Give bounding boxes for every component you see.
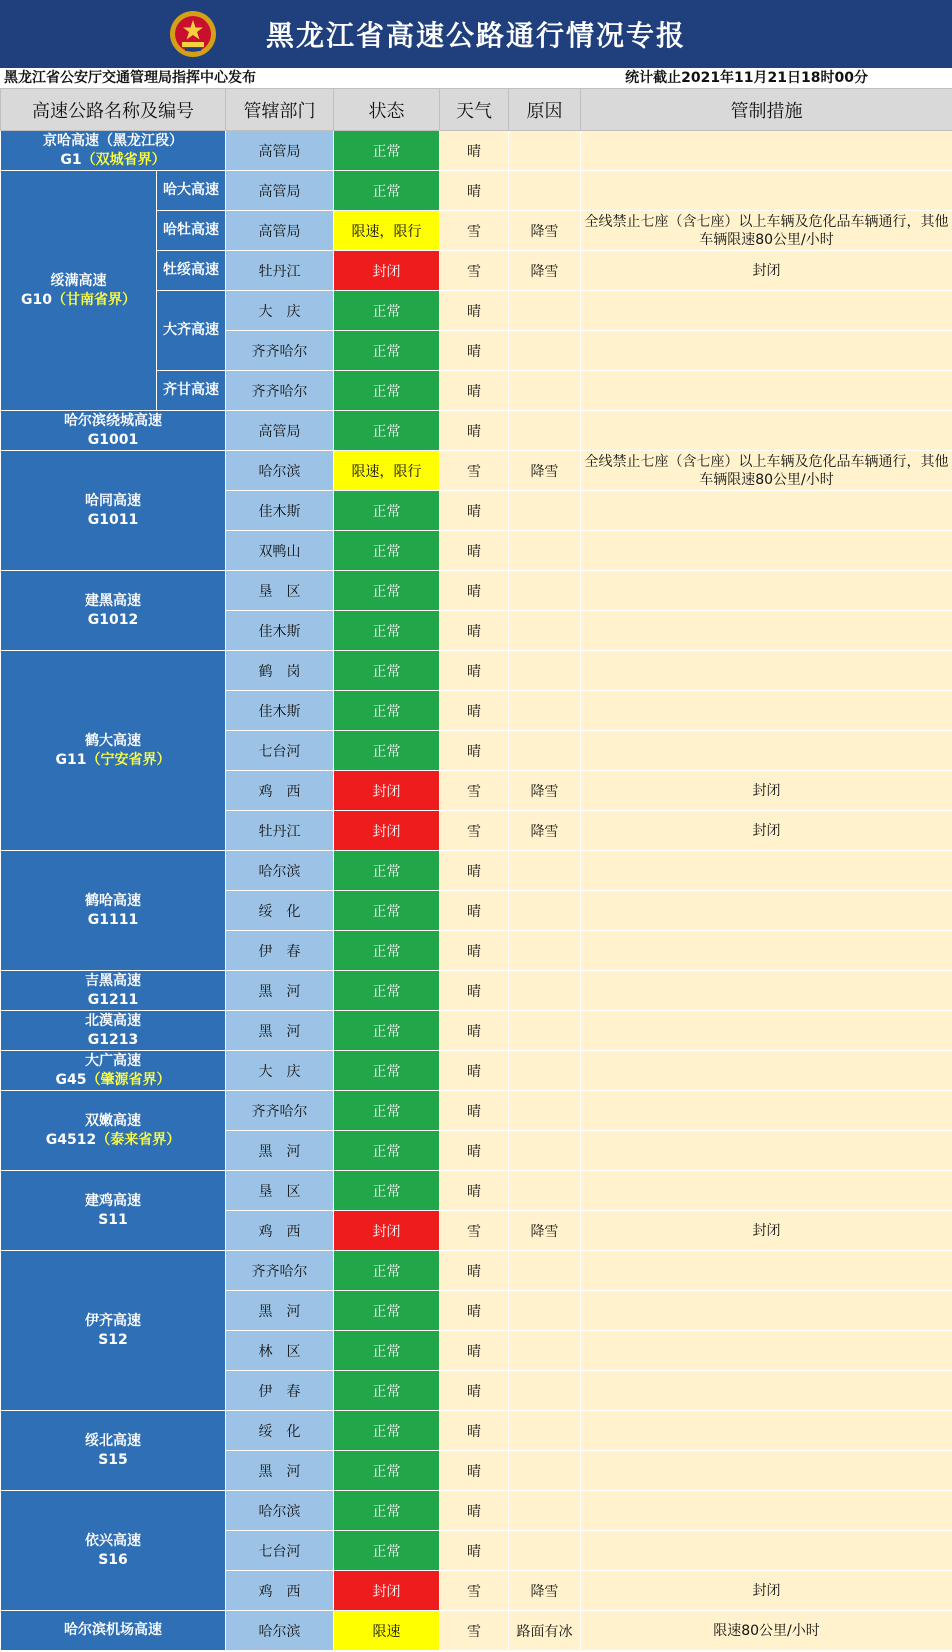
measure-cell	[581, 611, 952, 651]
table-row	[1, 851, 952, 891]
reason-cell	[509, 1011, 581, 1051]
measure-cell	[581, 851, 952, 891]
status-cell: 封闭	[334, 1211, 440, 1251]
weather-cell: 晴	[440, 411, 509, 451]
road-name-cell	[1, 1171, 226, 1251]
reason-cell: 降雪	[509, 1211, 581, 1251]
road-code-line	[1, 611, 225, 630]
road-code-line	[1, 751, 225, 770]
weather-cell: 晴	[440, 1411, 509, 1451]
weather-cell: 晴	[440, 1051, 509, 1091]
status-cell: 封闭	[334, 1571, 440, 1611]
road-name-cell	[1, 651, 226, 851]
weather-cell: 晴	[440, 731, 509, 771]
dept-cell: 高管局	[226, 131, 334, 171]
status-cell: 封闭	[334, 771, 440, 811]
reason-cell	[509, 1491, 581, 1531]
dept-cell: 齐齐哈尔	[226, 371, 334, 411]
status-cell: 正常	[334, 1291, 440, 1331]
weather-cell: 晴	[440, 891, 509, 931]
road-name: 北漠高速	[85, 1012, 141, 1029]
reason-cell	[509, 1171, 581, 1211]
road-name: 建鸡高速	[85, 1192, 141, 1209]
dept-cell: 林 区	[226, 1331, 334, 1371]
measure-cell	[581, 1291, 952, 1331]
table-row	[1, 411, 952, 451]
reason-cell: 降雪	[509, 811, 581, 851]
dept-cell: 垦 区	[226, 571, 334, 611]
reason-cell	[509, 1051, 581, 1091]
police-emblem-icon	[168, 9, 218, 59]
status-cell: 正常	[334, 931, 440, 971]
segment-name-cell: 哈大高速	[157, 171, 226, 211]
measure-cell	[581, 731, 952, 771]
measure-cell	[581, 411, 952, 451]
dept-cell: 哈尔滨	[226, 1611, 334, 1651]
measure-cell	[581, 1451, 952, 1491]
status-cell: 正常	[334, 651, 440, 691]
road-name: 双嫩高速	[85, 1112, 141, 1129]
road-code: G1001	[87, 431, 139, 448]
reason-cell	[509, 1331, 581, 1371]
dept-cell: 绥 化	[226, 891, 334, 931]
table-row	[1, 1091, 952, 1131]
weather-cell: 晴	[440, 1531, 509, 1571]
measure-cell	[581, 1131, 952, 1171]
status-cell: 正常	[334, 1051, 440, 1091]
road-name-cell	[1, 1611, 226, 1651]
dept-cell: 鸡 西	[226, 1211, 334, 1251]
road-name: 鹤哈高速	[85, 892, 141, 909]
col-header-reason: 原因	[509, 89, 581, 131]
weather-cell: 晴	[440, 1011, 509, 1051]
status-cell: 正常	[334, 1091, 440, 1131]
table-row	[1, 1611, 952, 1651]
road-code-line	[1, 1331, 225, 1350]
weather-cell: 雪	[440, 771, 509, 811]
measure-cell	[581, 1251, 952, 1291]
measure-cell: 封闭	[581, 771, 952, 811]
measure-cell	[581, 1491, 952, 1531]
dept-cell: 齐齐哈尔	[226, 1091, 334, 1131]
reason-cell	[509, 1131, 581, 1171]
table-row	[1, 131, 952, 171]
status-cell: 正常	[334, 611, 440, 651]
measure-cell	[581, 971, 952, 1011]
reason-cell	[509, 1451, 581, 1491]
weather-cell: 晴	[440, 1451, 509, 1491]
weather-cell: 晴	[440, 331, 509, 371]
road-code: G1211	[87, 991, 139, 1008]
reason-cell	[509, 971, 581, 1011]
road-name-cell	[1, 451, 226, 571]
status-cell: 正常	[334, 731, 440, 771]
weather-cell: 晴	[440, 171, 509, 211]
col-header-dept: 管辖部门	[226, 89, 334, 131]
road-code: S11	[98, 1211, 128, 1228]
reason-cell	[509, 1091, 581, 1131]
dept-cell: 齐齐哈尔	[226, 1251, 334, 1291]
dept-cell: 黑 河	[226, 1451, 334, 1491]
sub-header	[0, 68, 952, 88]
dept-cell: 七台河	[226, 731, 334, 771]
reason-cell	[509, 571, 581, 611]
reason-cell: 路面有冰	[509, 1611, 581, 1651]
reason-cell	[509, 1531, 581, 1571]
road-boundary-note: （肇源省界）	[86, 1071, 171, 1088]
road-name-cell	[1, 171, 157, 411]
weather-cell: 晴	[440, 611, 509, 651]
reason-cell	[509, 651, 581, 691]
road-code: G1	[60, 151, 82, 168]
weather-cell: 雪	[440, 811, 509, 851]
road-code-line	[1, 511, 225, 530]
weather-cell: 晴	[440, 1491, 509, 1531]
reason-cell	[509, 331, 581, 371]
road-code-line	[1, 151, 225, 170]
road-code: S12	[98, 1331, 128, 1348]
measure-cell	[581, 691, 952, 731]
road-name-cell	[1, 1411, 226, 1491]
weather-cell: 晴	[440, 1171, 509, 1211]
status-cell: 正常	[334, 571, 440, 611]
table-row	[1, 571, 952, 611]
measure-cell	[581, 651, 952, 691]
status-cell: 正常	[334, 1371, 440, 1411]
segment-name-cell: 齐甘高速	[157, 371, 226, 411]
status-cell: 正常	[334, 1451, 440, 1491]
status-cell: 正常	[334, 971, 440, 1011]
dept-cell: 垦 区	[226, 1171, 334, 1211]
reason-cell	[509, 131, 581, 171]
weather-cell: 雪	[440, 1211, 509, 1251]
road-name: 绥北高速	[85, 1432, 141, 1449]
weather-cell: 晴	[440, 691, 509, 731]
road-name-cell	[1, 1011, 226, 1051]
dept-cell: 佳木斯	[226, 611, 334, 651]
status-cell: 正常	[334, 1131, 440, 1171]
road-code-line	[1, 431, 225, 450]
reason-cell: 降雪	[509, 251, 581, 291]
dept-cell: 高管局	[226, 171, 334, 211]
status-cell: 正常	[334, 171, 440, 211]
page-title: 黑龙江省高速公路通行情况专报	[265, 19, 686, 52]
weather-cell: 晴	[440, 651, 509, 691]
weather-cell: 雪	[440, 211, 509, 251]
road-code-line	[1, 1451, 225, 1470]
measure-cell	[581, 491, 952, 531]
status-cell: 正常	[334, 1011, 440, 1051]
col-header-measure: 管制措施	[581, 89, 952, 131]
table-body	[1, 131, 952, 1651]
dept-cell: 黑 河	[226, 1131, 334, 1171]
table-row	[1, 1171, 952, 1211]
road-boundary-note: （宁安省界）	[86, 751, 171, 768]
title-bar	[0, 0, 952, 68]
measure-cell: 限速80公里/小时	[581, 1611, 952, 1651]
measure-cell: 封闭	[581, 1571, 952, 1611]
road-code: G1111	[87, 911, 139, 928]
road-name: 京哈高速（黑龙江段）	[43, 132, 183, 149]
dept-cell: 黑 河	[226, 1291, 334, 1331]
status-cell: 正常	[334, 891, 440, 931]
road-code-line	[1, 1031, 225, 1050]
status-cell: 正常	[334, 371, 440, 411]
reason-cell	[509, 1411, 581, 1451]
status-cell: 封闭	[334, 811, 440, 851]
status-cell: 正常	[334, 851, 440, 891]
road-code-line	[1, 1551, 225, 1570]
status-cell: 正常	[334, 1531, 440, 1571]
status-cell: 正常	[334, 691, 440, 731]
weather-cell: 雪	[440, 1611, 509, 1651]
reason-cell	[509, 171, 581, 211]
reason-cell	[509, 611, 581, 651]
measure-cell	[581, 1171, 952, 1211]
dept-cell: 牡丹江	[226, 811, 334, 851]
road-code: G1012	[87, 611, 139, 628]
traffic-table	[0, 88, 952, 1651]
reason-cell: 降雪	[509, 771, 581, 811]
weather-cell: 晴	[440, 1331, 509, 1371]
status-cell: 正常	[334, 1491, 440, 1531]
road-name: 伊齐高速	[85, 1312, 141, 1329]
road-name-cell	[1, 411, 226, 451]
status-cell: 正常	[334, 331, 440, 371]
status-cell: 正常	[334, 531, 440, 571]
col-header-weather: 天气	[440, 89, 509, 131]
road-code: G4512	[45, 1131, 97, 1148]
road-code: S15	[98, 1451, 128, 1468]
measure-cell	[581, 171, 952, 211]
reason-cell	[509, 1291, 581, 1331]
weather-cell: 雪	[440, 251, 509, 291]
reason-cell: 降雪	[509, 451, 581, 491]
road-name-cell	[1, 971, 226, 1011]
reason-cell	[509, 891, 581, 931]
road-name-cell	[1, 1091, 226, 1171]
status-cell: 正常	[334, 1251, 440, 1291]
weather-cell: 晴	[440, 571, 509, 611]
road-name: 绥满高速	[50, 272, 107, 289]
segment-name-cell: 哈牡高速	[157, 211, 226, 251]
weather-cell: 雪	[440, 451, 509, 491]
table-row	[1, 1411, 952, 1451]
dept-cell: 牡丹江	[226, 251, 334, 291]
segment-name-cell: 大齐高速	[157, 291, 226, 371]
status-cell: 正常	[334, 411, 440, 451]
dept-cell: 鹤 岗	[226, 651, 334, 691]
table-row	[1, 1251, 952, 1291]
road-name: 大广高速	[85, 1052, 141, 1069]
table-row	[1, 171, 952, 211]
weather-cell: 晴	[440, 131, 509, 171]
road-code-line	[1, 1131, 225, 1150]
weather-cell: 晴	[440, 971, 509, 1011]
road-code: S16	[98, 1551, 128, 1568]
table-header-row	[1, 89, 952, 131]
measure-cell: 封闭	[581, 811, 952, 851]
road-name-cell	[1, 571, 226, 651]
weather-cell: 晴	[440, 1371, 509, 1411]
measure-cell	[581, 1331, 952, 1371]
dept-cell: 伊 春	[226, 1371, 334, 1411]
dept-cell: 大 庆	[226, 291, 334, 331]
dept-cell: 佳木斯	[226, 691, 334, 731]
road-boundary-note: （泰来省界）	[96, 1131, 181, 1148]
road-code-line	[1, 1071, 225, 1090]
road-name-cell	[1, 851, 226, 971]
dept-cell: 佳木斯	[226, 491, 334, 531]
table-row	[1, 1051, 952, 1091]
measure-cell: 封闭	[581, 1211, 952, 1251]
dept-cell: 哈尔滨	[226, 1491, 334, 1531]
reason-cell	[509, 531, 581, 571]
measure-cell	[581, 1411, 952, 1451]
weather-cell: 晴	[440, 1131, 509, 1171]
road-code-line	[1, 291, 156, 310]
road-code: G11	[55, 751, 87, 768]
dept-cell: 鸡 西	[226, 1571, 334, 1611]
weather-cell: 晴	[440, 931, 509, 971]
reason-cell	[509, 371, 581, 411]
road-code: G1213	[87, 1031, 139, 1048]
status-cell: 正常	[334, 491, 440, 531]
road-code-line	[1, 1211, 225, 1230]
status-cell: 正常	[334, 291, 440, 331]
weather-cell: 晴	[440, 1091, 509, 1131]
road-name: 吉黑高速	[85, 972, 141, 989]
reason-cell	[509, 851, 581, 891]
measure-cell	[581, 131, 952, 171]
reason-cell	[509, 1371, 581, 1411]
dept-cell: 齐齐哈尔	[226, 331, 334, 371]
dept-cell: 伊 春	[226, 931, 334, 971]
measure-cell	[581, 291, 952, 331]
measure-cell	[581, 931, 952, 971]
dept-cell: 高管局	[226, 211, 334, 251]
reason-cell	[509, 411, 581, 451]
status-cell: 正常	[334, 131, 440, 171]
reason-cell: 降雪	[509, 211, 581, 251]
col-header-status: 状态	[334, 89, 440, 131]
timestamp-text: 统计截止2021年11月21日18时00分	[625, 70, 868, 86]
measure-cell	[581, 1091, 952, 1131]
dept-cell: 高管局	[226, 411, 334, 451]
reason-cell	[509, 491, 581, 531]
status-cell: 限速，限行	[334, 451, 440, 491]
weather-cell: 晴	[440, 851, 509, 891]
dept-cell: 哈尔滨	[226, 451, 334, 491]
table-row	[1, 1491, 952, 1531]
reason-cell	[509, 291, 581, 331]
dept-cell: 黑 河	[226, 971, 334, 1011]
table-row	[1, 451, 952, 491]
table-row	[1, 971, 952, 1011]
reason-cell: 降雪	[509, 1571, 581, 1611]
reason-cell	[509, 1251, 581, 1291]
road-name-cell	[1, 1051, 226, 1091]
table-row	[1, 651, 952, 691]
dept-cell: 大 庆	[226, 1051, 334, 1091]
dept-cell: 哈尔滨	[226, 851, 334, 891]
status-cell: 正常	[334, 1411, 440, 1451]
road-name: 建黑高速	[85, 592, 141, 609]
dept-cell: 鸡 西	[226, 771, 334, 811]
road-name: 哈同高速	[85, 492, 141, 509]
weather-cell: 晴	[440, 371, 509, 411]
measure-cell	[581, 1051, 952, 1091]
weather-cell: 晴	[440, 1251, 509, 1291]
road-boundary-note: （双城省界）	[81, 151, 166, 168]
table-row	[1, 1011, 952, 1051]
status-cell: 正常	[334, 1171, 440, 1211]
road-boundary-note: （甘南省界）	[51, 291, 136, 308]
measure-cell: 全线禁止七座（含七座）以上车辆及危化品车辆通行，其他车辆限速80公里/小时	[581, 211, 952, 251]
segment-name-cell: 牡绥高速	[157, 251, 226, 291]
measure-cell	[581, 1011, 952, 1051]
publisher-text: 黑龙江省公安厅交通管理局指挥中心发布	[4, 70, 256, 86]
measure-cell	[581, 531, 952, 571]
measure-cell: 全线禁止七座（含七座）以上车辆及危化品车辆通行，其他车辆限速80公里/小时	[581, 451, 952, 491]
road-name: 依兴高速	[85, 1532, 141, 1549]
road-name: 哈尔滨绕城高速	[64, 412, 162, 429]
measure-cell	[581, 571, 952, 611]
measure-cell: 封闭	[581, 251, 952, 291]
road-code: G45	[55, 1071, 87, 1088]
col-header-road: 高速公路名称及编号	[1, 89, 226, 131]
weather-cell: 雪	[440, 1571, 509, 1611]
weather-cell: 晴	[440, 531, 509, 571]
dept-cell: 绥 化	[226, 1411, 334, 1451]
weather-cell: 晴	[440, 491, 509, 531]
road-code: G10	[21, 291, 52, 308]
road-code-line	[1, 911, 225, 930]
reason-cell	[509, 731, 581, 771]
measure-cell	[581, 1531, 952, 1571]
dept-cell: 七台河	[226, 1531, 334, 1571]
road-name-cell	[1, 1251, 226, 1411]
road-code: G1011	[87, 511, 139, 528]
weather-cell: 晴	[440, 291, 509, 331]
road-code-line	[1, 991, 225, 1010]
status-cell: 正常	[334, 1331, 440, 1371]
road-name-cell	[1, 1491, 226, 1611]
dept-cell: 黑 河	[226, 1011, 334, 1051]
dept-cell: 双鸭山	[226, 531, 334, 571]
road-name: 哈尔滨机场高速	[64, 1622, 162, 1638]
measure-cell	[581, 1371, 952, 1411]
road-name: 鹤大高速	[85, 732, 141, 749]
weather-cell: 晴	[440, 1291, 509, 1331]
reason-cell	[509, 931, 581, 971]
reason-cell	[509, 691, 581, 731]
status-cell: 封闭	[334, 251, 440, 291]
status-cell: 限速，限行	[334, 211, 440, 251]
measure-cell	[581, 371, 952, 411]
road-name-cell	[1, 131, 226, 171]
status-cell: 限速	[334, 1611, 440, 1651]
measure-cell	[581, 331, 952, 371]
measure-cell	[581, 891, 952, 931]
